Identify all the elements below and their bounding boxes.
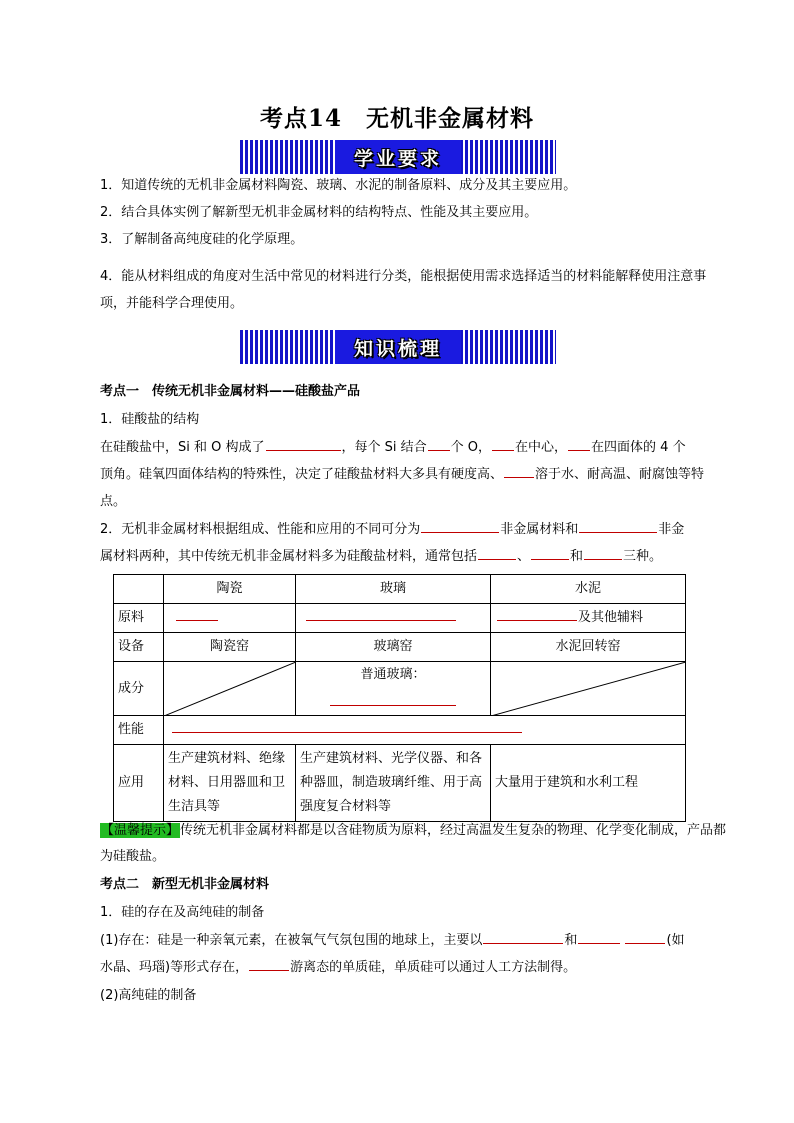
table-row-prop [114, 716, 686, 745]
fill-blank[interactable] [568, 436, 590, 451]
fill-blank[interactable] [176, 606, 218, 621]
row-label: 性能 [114, 716, 164, 745]
fill-blank[interactable] [172, 718, 522, 733]
text: 在硅酸盐中，Si 和 O 构成了 [100, 440, 265, 455]
text: 属材料两种，其中传统无机非金属材料多为硅酸盐材料，通常包括 [100, 549, 478, 564]
requirement-1: 1．知道传统的无机非金属材料陶瓷、玻璃、水泥的制备原料、成分及其主要应用。 [100, 178, 577, 193]
fill-blank[interactable] [306, 606, 456, 621]
text: 个 O， [450, 440, 492, 455]
table-row-comp [114, 662, 686, 716]
cell-prop [164, 716, 686, 745]
table-row-raw [114, 604, 686, 633]
cell-ceramic-equip: 陶瓷窑 [164, 633, 296, 662]
fill-blank[interactable] [266, 436, 341, 451]
text: ，每个 Si 结合 [341, 440, 427, 455]
row-label: 原料 [114, 604, 164, 633]
cell-ceramic-raw [164, 604, 296, 633]
cell-cement-equip: 水泥回转窑 [491, 633, 686, 662]
cell-glass-app: 生产建筑材料、光学仪器、和各种器皿，制造玻璃纤维、用于高强度复合材料等 [296, 745, 491, 822]
requirement-2: 2．结合具体实例了解新型无机非金属材料的结构特点、性能及其主要应用。 [100, 205, 538, 220]
text: 溶于水、耐高温、耐腐蚀等特 [535, 467, 705, 482]
cell-cement-app: 大量用于建筑和水利工程 [491, 745, 686, 822]
fill-blank[interactable] [428, 436, 450, 451]
cell-ceramic-app: 生产建筑材料、绝缘材料、日用器皿和卫生洁具等 [164, 745, 296, 822]
section2-sub2: (2)高纯硅的制备 [100, 988, 197, 1003]
fill-blank[interactable] [584, 545, 622, 560]
text: 非金 [658, 522, 685, 537]
requirement-4: 4．能从材料组成的角度对生活中常见的材料进行分类，能根据使用需求选择适当的材料能解释使用注意事项，并能科学合理使用。 [100, 269, 707, 311]
text: 、 [517, 549, 531, 564]
text: 在中心， [515, 440, 568, 455]
requirement-3: 3．了解制备高纯度硅的化学原理。 [100, 232, 304, 247]
text: (如 [666, 933, 685, 948]
cell-cement-comp [491, 662, 686, 716]
fill-blank[interactable] [330, 691, 456, 706]
section2-p1-line2 [100, 955, 740, 981]
fill-blank[interactable] [579, 518, 657, 533]
section2-sub1: 1．硅的存在及高纯硅的制备 [100, 905, 265, 920]
materials-table [113, 574, 686, 822]
row-label: 成分 [114, 662, 164, 716]
section1-sub1: 1．硅酸盐的结构 [100, 412, 200, 427]
fill-blank[interactable] [478, 545, 516, 560]
fill-blank[interactable] [578, 929, 620, 944]
section2-p1-line1 [100, 928, 740, 954]
page-title: 考点14 无机非金属材料 [259, 105, 534, 132]
section1-p2-line2 [100, 544, 740, 570]
cell-glass-comp [296, 662, 491, 716]
cell-cement-raw [491, 604, 686, 633]
text: 2．无机非金属材料根据组成、性能和应用的不同可分为 [100, 522, 421, 537]
row-label: 应用 [114, 745, 164, 822]
banner-knowledge-text: 知识梳理 [353, 337, 442, 360]
fill-blank[interactable] [492, 436, 514, 451]
text: 普通玻璃： [360, 666, 426, 682]
fill-blank[interactable] [497, 606, 577, 621]
text: 三种。 [623, 549, 663, 564]
fill-blank[interactable] [504, 463, 534, 478]
row-label: 设备 [114, 633, 164, 662]
section1-heading: 考点一 传统无机非金属材料——硅酸盐产品 [100, 384, 361, 399]
text: 水晶、玛瑙)等形式存在， [100, 960, 249, 975]
table-header-cell [114, 575, 164, 604]
cell-glass-equip: 玻璃窑 [296, 633, 491, 662]
section1-p1-line2 [100, 462, 740, 488]
text: 游离态的单质硅，单质硅可以通过人工方法制得。 [290, 960, 577, 975]
table-row-app [114, 745, 686, 822]
table-header-row [114, 575, 686, 604]
tip-badge: 【温馨提示】 [101, 823, 180, 838]
text: 非金属材料和 [500, 522, 579, 537]
banner-requirements [240, 140, 556, 174]
fill-blank[interactable] [531, 545, 569, 560]
text: 及其他辅料 [578, 610, 644, 625]
text: 和 [570, 549, 584, 564]
text: (1)存在：硅是一种亲氧元素，在被氧气气氛包围的地球上，主要以 [100, 933, 483, 948]
diagonal-line [491, 662, 686, 716]
section1-p1-line1 [100, 435, 740, 461]
fill-blank[interactable] [421, 518, 499, 533]
section2-heading: 考点二 新型无机非金属材料 [100, 877, 270, 892]
table-header-ceramic: 陶瓷 [164, 575, 296, 604]
fill-blank[interactable] [249, 956, 289, 971]
fill-blank[interactable] [625, 929, 665, 944]
text: 在四面体的 4 个 [591, 440, 686, 455]
cell-ceramic-comp [164, 662, 296, 716]
text: 顶角。硅氧四面体结构的特殊性，决定了硅酸盐材料大多具有硬度高、 [100, 467, 504, 482]
fill-blank[interactable] [483, 929, 563, 944]
table-row-equip [114, 633, 686, 662]
banner-knowledge [240, 330, 556, 364]
cell-glass-raw [296, 604, 491, 633]
diagonal-line [164, 662, 296, 716]
section1-p1-line3: 点。 [100, 494, 127, 509]
banner-requirements-text: 学业要求 [353, 147, 442, 170]
table-header-cement: 水泥 [491, 575, 686, 604]
tip-text: 传统无机非金属材料都是以含硅物质为原料，经过高温发生复杂的物理、化学变化制成，产品都为硅酸盐。 [100, 823, 727, 864]
section1-p2-line1 [100, 517, 740, 543]
table-header-glass: 玻璃 [296, 575, 491, 604]
text: 和 [564, 933, 578, 948]
tip-paragraph [100, 818, 732, 870]
